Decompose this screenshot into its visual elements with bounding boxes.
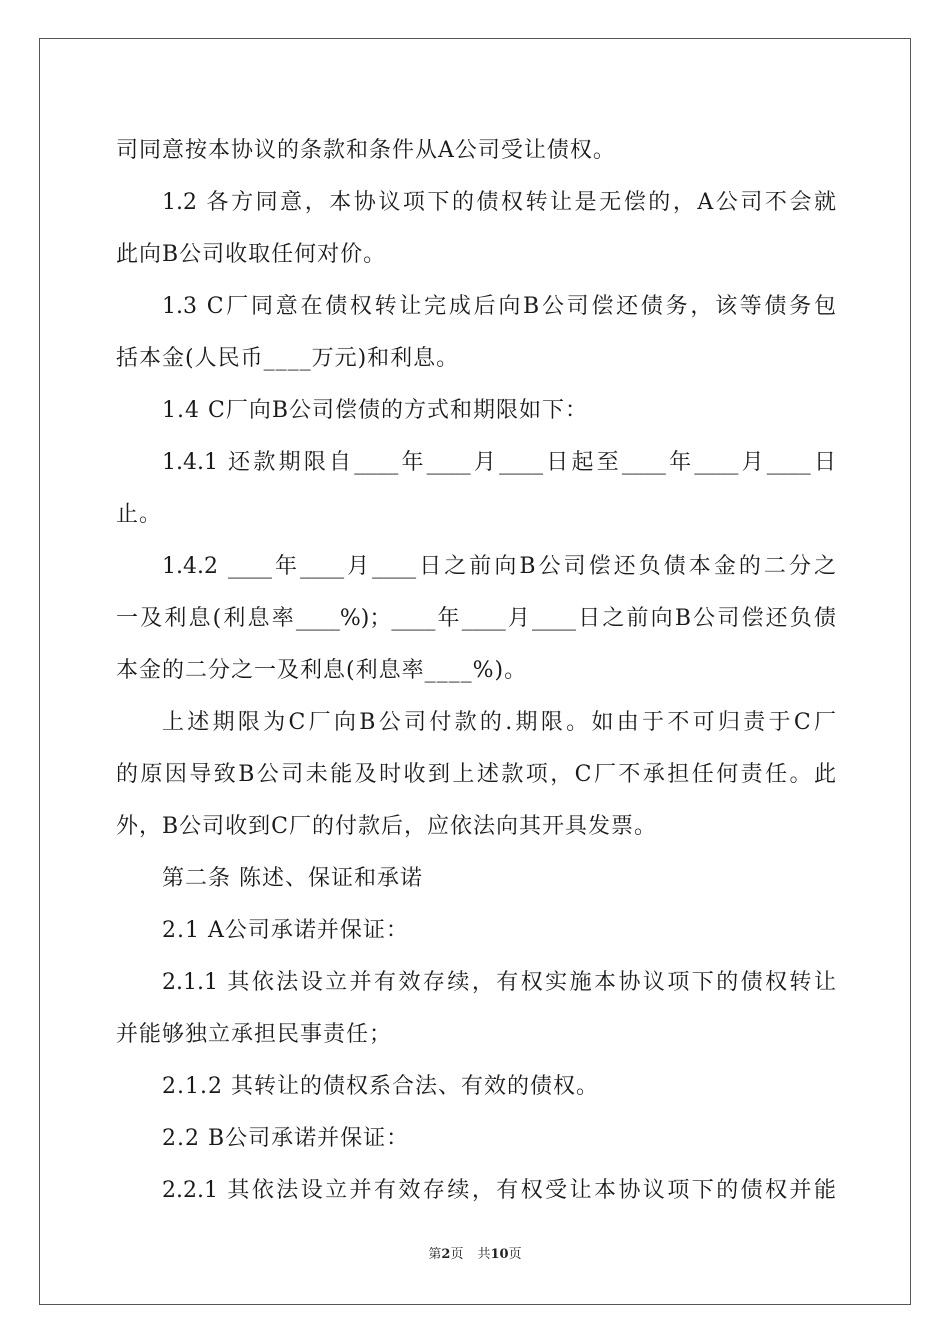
- text-line: 1.4.2 ____年____月____日之前向B公司偿还负债本金的二分之: [162, 554, 836, 579]
- total-prefix: 共: [477, 1247, 491, 1262]
- text-line: 的原因导致B公司未能及时收到上述款项，C厂不承担任何责任。此: [116, 762, 836, 787]
- text-line: 括本金(人民币____万元)和利息。: [116, 346, 460, 371]
- text-line: 外，B公司收到C厂的付款后，应依法向其开具发票。: [116, 814, 658, 839]
- text-line: 一及利息(利息率____%)；____年____月____日之前向B公司偿还负债: [116, 606, 836, 631]
- text-line: 1.4.1 还款期限自____年____月____日起至____年____月____日: [162, 450, 836, 475]
- section-heading: 第二条 陈述、保证和承诺: [162, 866, 423, 891]
- page-prefix: 第: [428, 1247, 442, 1262]
- page-number: 2: [441, 1247, 451, 1262]
- text-line: 2.2 B公司承诺并保证：: [162, 1126, 410, 1151]
- total-pages: 10: [490, 1247, 509, 1262]
- text-line: 并能够独立承担民事责任；: [116, 1022, 393, 1047]
- text-line: 1.3 C厂同意在债权转让完成后向B公司偿还债务，该等债务包: [162, 294, 836, 319]
- document-body: [116, 125, 836, 1217]
- text-line: 此向B公司收取任何对价。: [116, 242, 387, 267]
- text-line: 1.2 各方同意，本协议项下的债权转让是无偿的，A公司不会就: [162, 190, 836, 215]
- page-footer: [0, 1246, 950, 1264]
- page-suffix: 页: [450, 1247, 464, 1262]
- text-line: 司同意按本协议的条款和条件从A公司受让债权。: [116, 138, 616, 163]
- text-line: 止。: [116, 502, 163, 527]
- text-line: 1.4 C厂向B公司偿债的方式和期限如下：: [162, 398, 588, 423]
- text-line: 2.2.1 其依法设立并有效存续，有权受让本协议项下的债权并能: [162, 1178, 836, 1203]
- text-line: 2.1 A公司承诺并保证：: [162, 918, 409, 943]
- text-line: 上述期限为C厂向B公司付款的.期限。如由于不可归责于C厂: [162, 710, 836, 735]
- text-line: 2.1.1 其依法设立并有效存续，有权实施本协议项下的债权转让: [162, 970, 836, 995]
- total-suffix: 页: [508, 1247, 522, 1262]
- text-line: 本金的二分之一及利息(利息率____%)。: [116, 658, 528, 683]
- text-line: 2.1.2 其转让的债权系合法、有效的债权。: [162, 1074, 599, 1099]
